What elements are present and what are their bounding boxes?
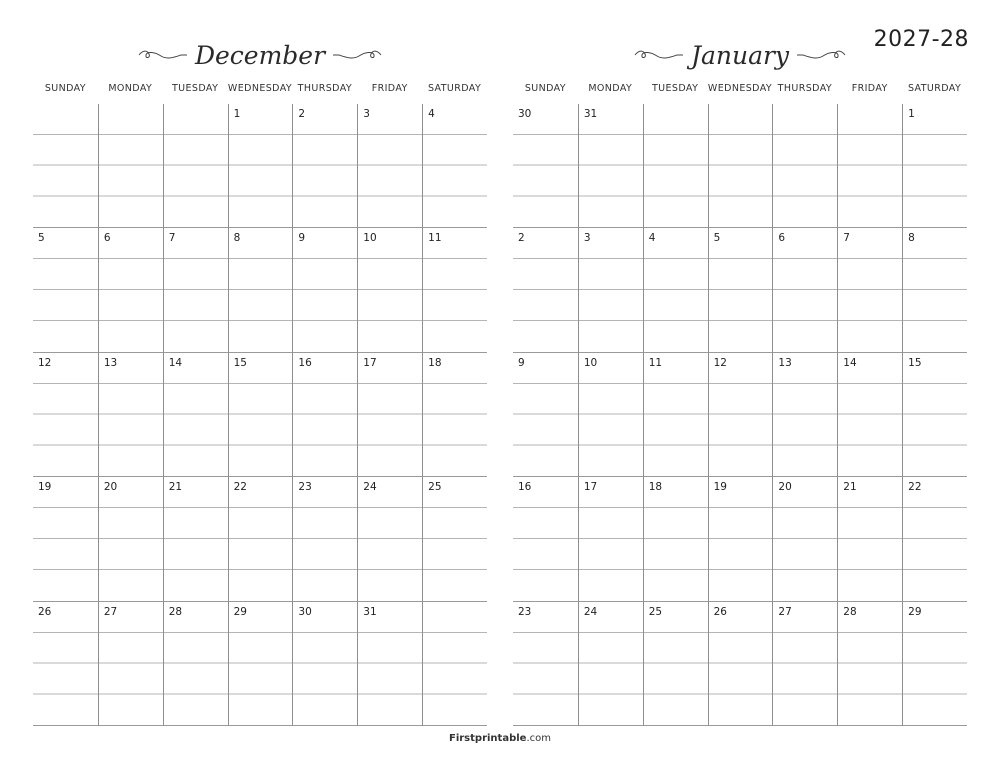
day-cell [772, 602, 837, 726]
day-cell [357, 104, 422, 228]
day-cell [643, 104, 708, 228]
day-number: 26 [38, 605, 52, 618]
day-cell [357, 228, 422, 352]
day-cell [163, 104, 228, 228]
weekday-header: TUESDAY [171, 83, 219, 94]
day-number: 10 [363, 232, 377, 245]
day-cell [513, 477, 578, 601]
day-cell [163, 477, 228, 601]
day-number: 29 [908, 605, 922, 618]
day-number: 8 [233, 232, 241, 245]
day-cell [708, 353, 773, 477]
day-number: 1 [908, 108, 915, 120]
day-cell [33, 228, 98, 352]
day-cell [98, 228, 163, 352]
month-title-wrap [513, 30, 967, 80]
day-number: 4 [428, 108, 435, 120]
weekday-header: THURSDAY [777, 83, 833, 94]
day-number: 25 [648, 605, 663, 618]
day-cell [33, 477, 98, 601]
day-number: 24 [583, 605, 598, 618]
weekday-header: SATURDAY [427, 83, 482, 94]
day-cell [33, 602, 98, 726]
day-cell [902, 104, 967, 228]
day-number: 22 [233, 481, 247, 494]
day-number: 4 [648, 232, 656, 245]
day-number: 6 [103, 232, 111, 245]
day-number: 21 [843, 481, 857, 494]
day-cell [837, 477, 902, 601]
day-number: 15 [233, 356, 247, 369]
day-cell [228, 477, 293, 601]
day-cell [513, 228, 578, 352]
day-number: 23 [518, 605, 532, 618]
day-number: 12 [713, 356, 727, 369]
day-cell [578, 477, 643, 601]
day-number: 16 [298, 356, 312, 369]
weekday-header: TUESDAY [651, 83, 699, 94]
day-number: 31 [363, 605, 377, 618]
day-cell [357, 477, 422, 601]
day-cell [292, 228, 357, 352]
day-cell [902, 353, 967, 477]
day-cell [357, 602, 422, 726]
weekday-header: SUNDAY [524, 83, 567, 94]
weekday-header: SATURDAY [907, 83, 962, 94]
weekday-header: WEDNESDAY [707, 83, 773, 94]
day-number: 17 [583, 481, 598, 494]
day-cell [422, 602, 487, 726]
day-cell [98, 477, 163, 601]
day-number: 31 [583, 108, 598, 120]
weekday-header-row [513, 82, 967, 96]
day-cell [292, 104, 357, 228]
weekday-header: MONDAY [588, 83, 633, 94]
day-cell [643, 228, 708, 352]
flourish-left-icon [633, 48, 685, 62]
day-number: 30 [518, 108, 532, 120]
day-cell [643, 477, 708, 601]
day-cell [837, 104, 902, 228]
day-cell [837, 228, 902, 352]
weekday-header: WEDNESDAY [227, 83, 293, 94]
day-cell [643, 353, 708, 477]
day-cell [513, 602, 578, 726]
day-number: 20 [103, 481, 118, 494]
day-cell [163, 353, 228, 477]
day-cell [228, 228, 293, 352]
month-title: December [194, 40, 326, 70]
day-number: 19 [713, 481, 727, 494]
day-number: 13 [778, 356, 792, 369]
day-number: 12 [38, 356, 52, 369]
day-number: 8 [908, 232, 915, 245]
day-number: 14 [843, 356, 857, 369]
day-number: 22 [908, 481, 922, 494]
day-number: 28 [168, 605, 183, 618]
month-panel-january [513, 0, 967, 773]
day-number: 27 [778, 605, 792, 618]
day-cell [708, 104, 773, 228]
day-cell [357, 353, 422, 477]
day-cell [837, 602, 902, 726]
day-number: 13 [103, 356, 118, 369]
day-cell [292, 602, 357, 726]
day-number: 29 [233, 605, 247, 618]
day-cell [708, 602, 773, 726]
day-number: 3 [363, 108, 370, 120]
day-cell [163, 228, 228, 352]
day-number: 1 [233, 108, 241, 120]
day-number: 18 [648, 481, 663, 494]
day-cell [98, 104, 163, 228]
day-number: 18 [428, 356, 442, 369]
day-number: 15 [908, 356, 922, 369]
day-number: 19 [38, 481, 52, 494]
weekday-header-row [33, 82, 487, 96]
calendar-grid [513, 104, 967, 726]
day-cell [578, 228, 643, 352]
day-number: 5 [38, 232, 45, 245]
day-number: 6 [778, 232, 786, 245]
day-cell [902, 228, 967, 352]
day-number: 25 [428, 481, 442, 494]
day-number: 27 [103, 605, 118, 618]
day-cell [902, 477, 967, 601]
flourish-right-icon [795, 48, 847, 62]
month-panel-december [33, 0, 487, 773]
month-title: January [690, 40, 790, 70]
day-cell [98, 353, 163, 477]
weekday-header: THURSDAY [297, 83, 353, 94]
day-number: 30 [298, 605, 312, 618]
day-number: 3 [583, 232, 591, 245]
day-cell [292, 477, 357, 601]
weekday-header: FRIDAY [371, 83, 408, 94]
day-cell [513, 104, 578, 228]
day-number: 21 [168, 481, 183, 494]
day-cell [422, 353, 487, 477]
day-cell [33, 353, 98, 477]
day-cell [578, 104, 643, 228]
flourish-right-icon [331, 48, 383, 62]
day-number: 9 [298, 232, 306, 245]
footer-suffix: .com [526, 733, 551, 744]
day-number: 2 [298, 108, 306, 120]
day-cell [228, 602, 293, 726]
weekday-header: SUNDAY [44, 83, 87, 94]
day-cell [33, 104, 98, 228]
day-number: 17 [363, 356, 377, 369]
day-cell [98, 602, 163, 726]
day-number: 24 [363, 481, 377, 494]
day-number: 2 [518, 232, 525, 245]
day-number: 7 [843, 232, 850, 245]
day-cell [643, 602, 708, 726]
day-cell [837, 353, 902, 477]
day-cell [228, 353, 293, 477]
day-number: 9 [518, 356, 525, 369]
day-cell [422, 228, 487, 352]
day-cell [772, 104, 837, 228]
weekday-header: FRIDAY [851, 83, 888, 94]
day-cell [578, 353, 643, 477]
day-number: 28 [843, 605, 857, 618]
day-number: 11 [428, 232, 442, 245]
day-number: 16 [518, 481, 532, 494]
day-number: 26 [713, 605, 727, 618]
year-label: 2027-28 [873, 27, 969, 52]
day-number: 23 [298, 481, 312, 494]
month-title-wrap [33, 30, 487, 80]
flourish-left-icon [137, 48, 189, 62]
day-cell [578, 602, 643, 726]
day-cell [422, 104, 487, 228]
day-cell [708, 477, 773, 601]
day-cell [163, 602, 228, 726]
day-number: 7 [168, 232, 176, 245]
day-number: 11 [648, 356, 663, 369]
day-number: 20 [778, 481, 792, 494]
day-number: 5 [713, 232, 721, 245]
footer-credit [0, 733, 1000, 744]
day-cell [708, 228, 773, 352]
calendar-grid [33, 104, 487, 726]
footer-brand: Firstprintable [448, 733, 527, 744]
day-cell [513, 353, 578, 477]
day-cell [772, 477, 837, 601]
day-cell [772, 353, 837, 477]
day-number: 10 [583, 356, 598, 369]
day-cell [422, 477, 487, 601]
day-number: 14 [168, 356, 183, 369]
day-cell [292, 353, 357, 477]
weekday-header: MONDAY [108, 83, 153, 94]
day-cell [772, 228, 837, 352]
day-cell [902, 602, 967, 726]
day-cell [228, 104, 293, 228]
